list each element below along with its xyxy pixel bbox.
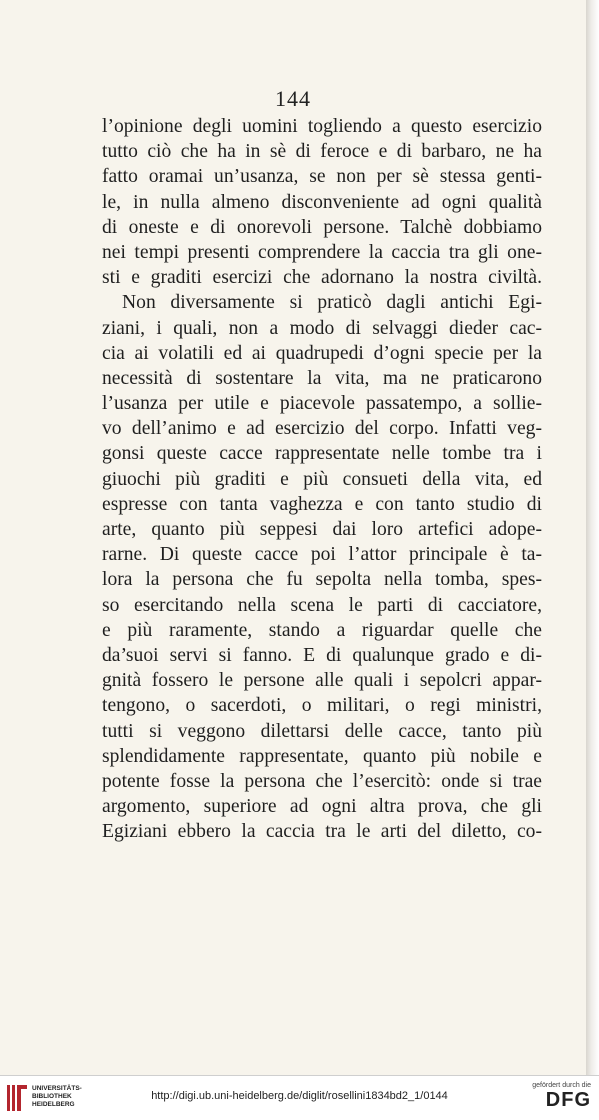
funder-block (532, 1082, 591, 1111)
dfg-logo: DFG (545, 1089, 591, 1111)
text-line: argomento, superiore ad ogni altra prova, che gli (102, 796, 542, 818)
text-line: le, in nulla almeno disconveniente ad ogni qualità (102, 191, 542, 213)
text-line: arte, quanto più seppesi dai loro artefici adope- (102, 519, 542, 540)
body-text (102, 114, 542, 844)
text-line: so esercitando nella scena le parti di cacciatore, (102, 594, 542, 616)
text-line: nei tempi presenti comprendere la caccia tra gli one- (102, 241, 542, 263)
text-line: tutto ciò che ha in sè di feroce e di barbaro, ne ha (102, 141, 542, 163)
text-line: giuochi più graditi e più consueti della vita, ed (102, 468, 542, 490)
text-line: potente fosse la persona che l’esercitò: onde si trae (102, 770, 542, 792)
text-line: tengono, o sacerdoti, o militari, o regi ministri, (102, 695, 542, 717)
library-name-line: UNIVERSITÄTS- (32, 1085, 82, 1092)
library-name-line: HEIDELBERG (32, 1101, 75, 1108)
text-line: l’opinione degli uomini togliendo a questo esercizio (102, 116, 542, 137)
text-line: di oneste e di onorevoli persone. Talchè dobbiamo (102, 216, 542, 238)
text-line: fatto oramai un’usanza, se non per sè stessa genti- (102, 166, 542, 188)
text-line: Egiziani ebbero la caccia tra le arti del diletto, co- (102, 821, 542, 843)
text-line: lora la persona che fu sepolta nella tomba, spes- (102, 569, 542, 591)
text-line: rarne. Di queste cacce poi l’attor principale è ta- (102, 544, 542, 566)
page-edge-shadow (586, 0, 599, 1075)
viewer-footer (0, 1075, 599, 1120)
text-line: gnità fossero le persone alle quali i sepolcri appar- (102, 670, 542, 692)
text-line: necessità di sostentare la vita, ma ne praticarono (102, 367, 542, 389)
text-line: gonsi queste cacce rappresentate nelle tombe tra i (102, 443, 542, 465)
text-line: e più raramente, stando a riguardar quelle che (102, 619, 542, 641)
text-line: splendidamente rappresentate, quanto più nobile e (102, 745, 542, 767)
text-line: sti e graditi esercizi che adornano la nostra civiltà. (102, 267, 542, 289)
page-number: 144 (275, 86, 311, 111)
text-line: tutti si veggono dilettarsi delle cacce, tanto più (102, 720, 542, 742)
library-name-line: BIBLIOTHEK (32, 1093, 72, 1100)
funder-caption: gefördert durch die (532, 1082, 591, 1089)
text-line: l’usanza per utile e piacevole passatempo, a sollie- (102, 393, 542, 415)
text-line: cia ai volatili ed ai quadrupedi d’ogni specie per la (102, 342, 542, 364)
permalink-url[interactable]: http://digi.ub.uni-heidelberg.de/diglit/rosellini1834bd2_1/0144 (151, 1090, 448, 1102)
text-line: ziani, i quali, non a modo di selvaggi dieder cac- (102, 317, 542, 339)
text-line: vo dell’animo e ad esercizio del corpo. Infatti veg- (102, 418, 542, 440)
text-line: espresse con tanta vaghezza e con tanto studio di (102, 493, 542, 515)
text-line: Non diversamente si praticò dagli antichi Egi- (122, 292, 542, 314)
text-line: da’suoi servi si fanno. E di qualunque grado e di- (102, 644, 542, 666)
